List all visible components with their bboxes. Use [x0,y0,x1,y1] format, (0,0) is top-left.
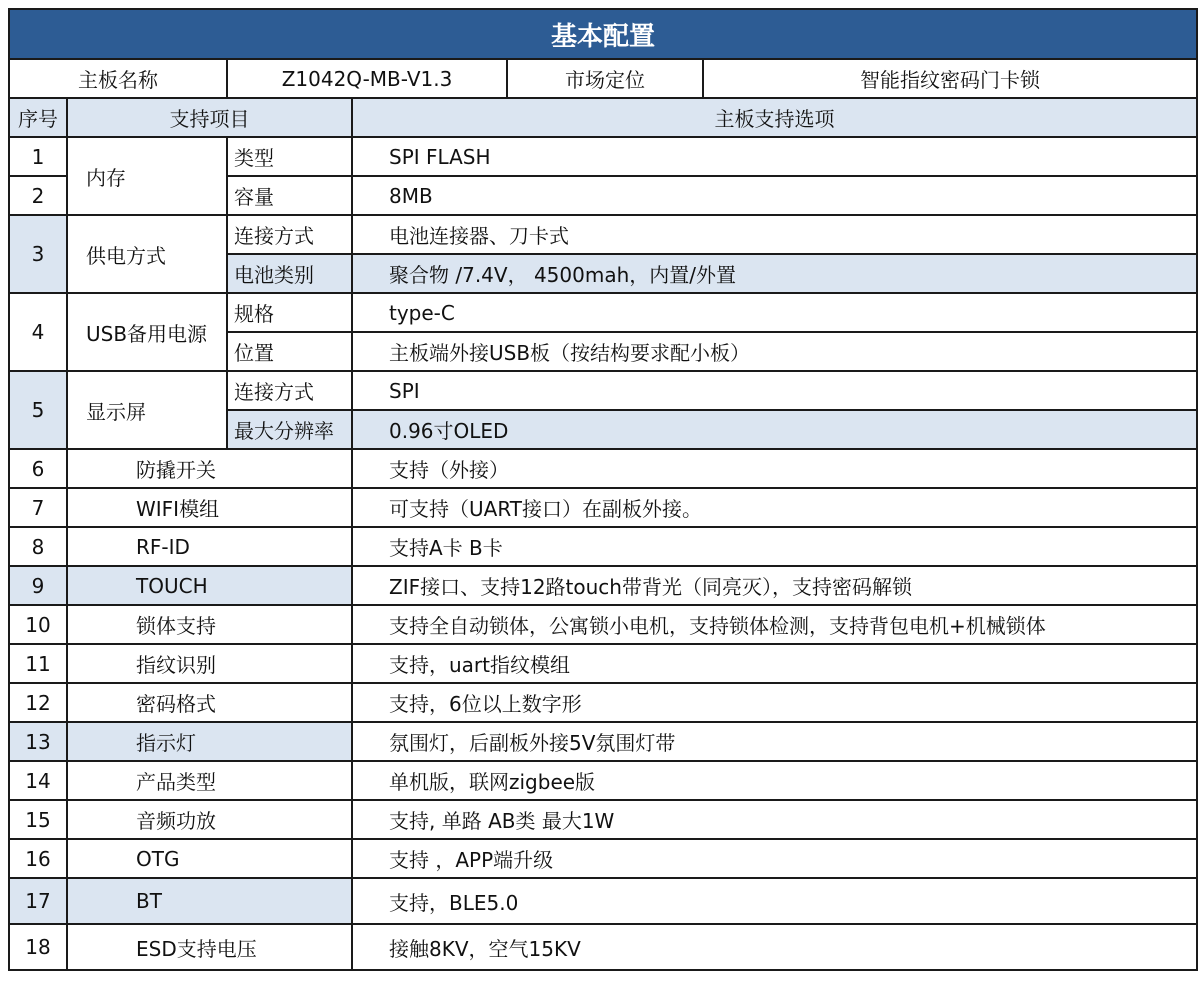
table-row [9,683,1197,722]
option-value: 单机版，联网zigbee版 [352,761,1197,800]
table-row [9,722,1197,761]
option-value: 接触8KV，空气15KV [352,924,1197,970]
table-row [9,800,1197,839]
market-label: 市场定位 [508,60,704,97]
support-item-label: OTG [67,839,352,878]
sub-item-label: 容量 [227,176,352,215]
market-cell [507,59,1197,98]
row-number: 15 [9,800,67,839]
option-value: 支持A卡 B卡 [352,527,1197,566]
option-value: 聚合物 /7.4V， 4500mah，内置/外置 [352,254,1197,293]
option-value: SPI FLASH [352,137,1197,176]
support-item-label: 指示灯 [67,722,352,761]
option-value: 支持 ，APP端升级 [352,839,1197,878]
table-row [9,488,1197,527]
config-table [8,8,1198,971]
option-value: 支持全自动锁体，公寓锁小电机，支持锁体检测，支持背包电机+机械锁体 [352,605,1197,644]
table-row [9,293,1197,332]
option-value: 可支持（UART接口）在副板外接。 [352,488,1197,527]
table-row [9,371,1197,410]
sub-item-label: 电池类别 [227,254,352,293]
option-value: 支持（外接） [352,449,1197,488]
row-number: 17 [9,878,67,924]
market-value: 智能指纹密码门卡锁 [860,68,1040,92]
category-label: 内存 [67,137,227,215]
table-row [9,449,1197,488]
row-number: 1 [9,137,67,176]
option-value: 支持，uart指纹模组 [352,644,1197,683]
option-value: 氛围灯，后副板外接5V氛围灯带 [352,722,1197,761]
sub-item-label: 位置 [227,332,352,371]
header-item: 支持项目 [67,98,352,137]
table-row [9,839,1197,878]
option-value: 0.96寸OLED [352,410,1197,449]
support-item-label: 产品类型 [67,761,352,800]
row-number: 4 [9,293,67,371]
table-row [9,644,1197,683]
option-value: type-C [352,293,1197,332]
table-row [9,215,1197,254]
sub-item-label: 最大分辨率 [227,410,352,449]
category-label: USB备用电源 [67,293,227,371]
table-row [9,566,1197,605]
support-item-label: ESD支持电压 [67,924,352,970]
row-number: 2 [9,176,67,215]
row-number: 14 [9,761,67,800]
header-option: 主板支持选项 [352,98,1197,137]
support-item-label: TOUCH [67,566,352,605]
option-value: ZIF接口、支持12路touch带背光（同亮灭），支持密码解锁 [352,566,1197,605]
option-value: SPI [352,371,1197,410]
table-row [9,605,1197,644]
row-number: 3 [9,215,67,293]
title-row [9,9,1197,59]
support-item-label: 密码格式 [67,683,352,722]
row-number: 6 [9,449,67,488]
row-number: 18 [9,924,67,970]
header-no: 序号 [9,98,67,137]
option-value: 支持，BLE5.0 [352,878,1197,924]
sub-item-label: 连接方式 [227,215,352,254]
table-row [9,878,1197,924]
board-name-label: 主板名称 [9,59,227,98]
support-item-label: 锁体支持 [67,605,352,644]
row-number: 7 [9,488,67,527]
row-number: 10 [9,605,67,644]
sub-item-label: 连接方式 [227,371,352,410]
support-item-label: WIFI模组 [67,488,352,527]
category-label: 显示屏 [67,371,227,449]
option-value: 8MB [352,176,1197,215]
support-item-label: 防撬开关 [67,449,352,488]
table-row [9,137,1197,176]
table-row [9,924,1197,970]
row-number: 11 [9,644,67,683]
sub-item-label: 类型 [227,137,352,176]
option-value: 主板端外接USB板（按结构要求配小板） [352,332,1197,371]
row-number: 13 [9,722,67,761]
row-number: 12 [9,683,67,722]
category-label: 供电方式 [67,215,227,293]
board-name-value: Z1042Q-MB-V1.3 [227,59,507,98]
row-number: 16 [9,839,67,878]
header-row [9,98,1197,137]
support-item-label: 音频功放 [67,800,352,839]
support-item-label: 指纹识别 [67,644,352,683]
sub-item-label: 规格 [227,293,352,332]
row-number: 8 [9,527,67,566]
table-row [9,527,1197,566]
option-value: 支持，6位以上数字形 [352,683,1197,722]
row-number: 9 [9,566,67,605]
info-row [9,59,1197,98]
support-item-label: BT [67,878,352,924]
config-table-wrapper [8,8,1196,971]
option-value: 支持, 单路 AB类 最大1W [352,800,1197,839]
table-title: 基本配置 [9,9,1197,59]
option-value: 电池连接器、刀卡式 [352,215,1197,254]
support-item-label: RF-ID [67,527,352,566]
table-row [9,761,1197,800]
row-number: 5 [9,371,67,449]
